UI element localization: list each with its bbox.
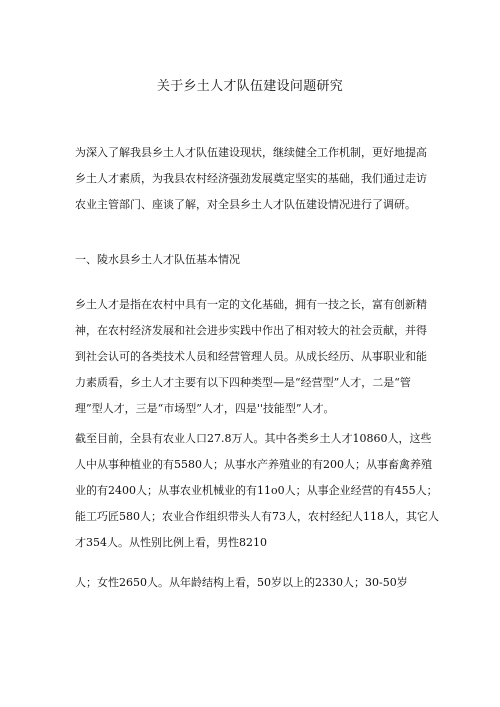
section-heading	[75, 247, 437, 273]
paragraph-line: 神，在农村经济发展和社会进步实践中作出了相对较大的社会贡献，并得	[75, 324, 427, 337]
paragraph-intro	[75, 140, 437, 218]
paragraph-line: 理”型人才，三是“市场型”人才，四是''技能型”人才。	[75, 402, 335, 415]
paragraph-line: 力素质看，乡土人才主要有以下四种类型—是“经营型”人才，二是“管	[75, 376, 411, 389]
paragraph-line: 农业主管部门、座谈了解，对全县乡土人才队伍建设情况进行了调研。	[75, 198, 416, 211]
paragraph-line: 截至目前，全县有农业人口27.8万人。其中各类乡土人才10860人，这些	[75, 432, 432, 445]
paragraph-line: 人中从事种植业的有5580人；从事水产养殖业的有200人；从事畜禽养殖	[75, 458, 432, 471]
paragraph-line: 乡土人才是指在农村中具有一定的文化基础，拥有一技之长，富有创新精	[75, 298, 427, 311]
paragraph-line: 能工巧匠580人；农业合作组织带头人有73人，农村经纪人118人，其它人	[75, 510, 439, 523]
paragraph-line: 人；女性2650人。从年龄结构上看，50岁以上的2330人；30-50岁	[75, 576, 408, 589]
paragraph-line: 为深入了解我县乡土人才队伍建设现状，继续健全工作机制，更好地提高	[75, 146, 427, 159]
paragraph-demographics	[75, 570, 437, 596]
paragraph-line: 才354人。从性别比例上看，男性8210	[75, 536, 267, 549]
section-heading-text: 一、陵水县乡土人才队伍基本情况	[75, 253, 240, 266]
paragraph-statistics	[75, 426, 437, 556]
paragraph-definition	[75, 292, 437, 422]
paragraph-line: 业的有2400人；从事农业机械业的有11o0人；从事企业经营的有455人；	[75, 484, 438, 497]
document-title: 关于乡土人才队伍建设问题研究	[156, 79, 344, 94]
paragraph-line: 乡土人才素质，为我县农村经济强劲发展奠定坚实的基础，我们通过走访	[75, 172, 427, 185]
paragraph-line: 到社会认可的各类技术人员和经营管理人员。从成长经历、从事职业和能	[75, 350, 427, 363]
